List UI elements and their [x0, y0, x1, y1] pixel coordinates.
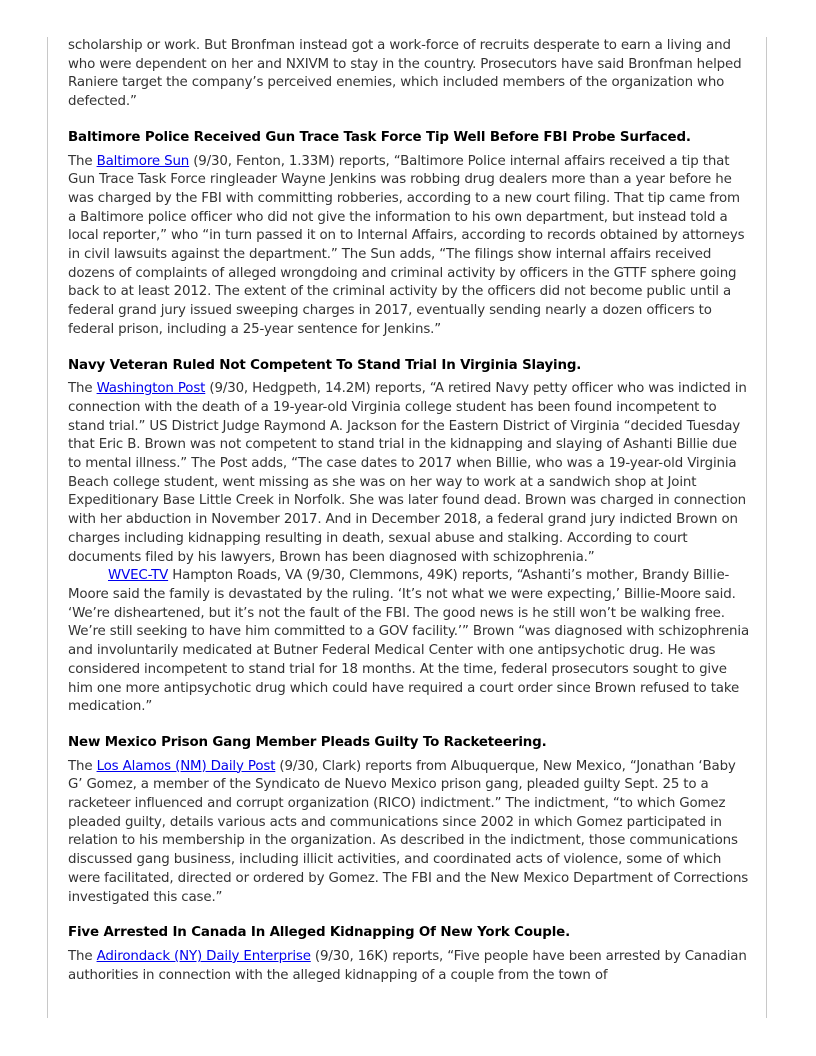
- source-link-adirondack-daily-enterprise[interactable]: Adirondack (NY) Daily Enterprise: [96, 948, 311, 964]
- source-link-los-alamos-daily-post[interactable]: Los Alamos (NM) Daily Post: [96, 758, 276, 774]
- story-paragraph: [68, 567, 750, 717]
- source-link-washington-post[interactable]: Washington Post: [96, 381, 206, 397]
- paragraph-prefix: The: [68, 381, 97, 397]
- story-headline: Baltimore Police Received Gun Trace Task Force Tip Well Before FBI Probe Surfaced.: [68, 129, 691, 145]
- paragraph-body: (9/30, Fenton, 1.33M) reports, “Baltimore Police internal affairs received a tip that Gun Trace Task Force ringleader Wayne Jenkins was robbing drug dealers more than a year before he was charged by the FBI with committing robberies, according to a new court filing. That tip came from a Baltimore police officer who did not give the information to his own department, but instead told a local reporter,” who “in turn passed it on to Internal Affairs, according to records obtained by attorneys in civil lawsuits against the department.” The Sun adds, “The filings show internal affairs received dozens of complaints of alleged wrongdoing and criminal activity by officers in the GTTF sphere going back to at least 2012. The extent of the criminal activity by the officers did not become public until a federal grand jury issued sweeping charges in 2017, eventually sending nearly a dozen officers to federal prison, including a 25-year sentence for Jenkins.”: [68, 153, 745, 337]
- paragraph-prefix: The: [68, 948, 97, 964]
- story-navy-veteran: [68, 357, 750, 717]
- story-paragraph: [68, 153, 750, 340]
- paragraph-prefix: The: [68, 153, 97, 169]
- story-baltimore-police: [68, 129, 750, 340]
- story-paragraph: [68, 380, 750, 567]
- paragraph-body: (9/30, Hedgpeth, 14.2M) reports, “A retired Navy petty officer who was indicted in connection with the death of a 19-year-old Virginia college student has been found incompetent to stand trial.” US District Judge Raymond A. Jackson for the Eastern District of Virginia “decided Tuesday that Eric B. Brown was not competent to stand trial in the kidnapping and slaying of Ashanti Billie due to mental illness.” The Post adds, “The case dates to 2017 when Billie, who was a 19-year-old Virginia Beach college student, went missing as she was on her way to work at a sandwich shop at Joint Expeditionary Base Little Creek in Norfolk. She was later found dead. Brown was charged in connection with her abduction in November 2017. And in December 2018, a federal grand jury indicted Brown on charges including kidnapping resulting in death, sexual abuse and stalking. According to court documents filed by his lawyers, Brown has been diagnosed with schizophrenia.”: [68, 381, 747, 565]
- paragraph-body: (9/30, Clark) reports from Albuquerque, New Mexico, “Jonathan ‘Baby G’ Gomez, a member of the Syndicato de Nuevo Mexico prison gang, pleaded guilty Sept. 25 to a racketeer influenced and corrupt organization (RICO) indictment.” The indictment, “to which Gomez pleaded guilty, details various acts and communications since 2002 in which Gomez participated in relation to his membership in the organization. As described in the indictment, those communications discussed gang business, including illicit activities, and coordinated acts of violence, some of which were facilitated, directed or ordered by Gomez. The FBI and the New Mexico Department of Corrections investigated this case.”: [68, 758, 749, 905]
- source-link-baltimore-sun[interactable]: Baltimore Sun: [96, 153, 190, 169]
- story-headline: Navy Veteran Ruled Not Competent To Stand Trial In Virginia Slaying.: [68, 357, 582, 373]
- story-headline: Five Arrested In Canada In Alleged Kidnapping Of New York Couple.: [68, 925, 571, 941]
- paragraph-prefix: The: [68, 758, 97, 774]
- paragraph-body: (9/30, 16K) reports, “Five people have been arrested by Canadian authorities in connection with the alleged kidnapping of a couple from the town of: [68, 948, 747, 983]
- story-new-mexico-gang: [68, 734, 750, 907]
- paragraph-body: Hampton Roads, VA (9/30, Clemmons, 49K) reports, “Ashanti’s mother, Brandy Billie-Moore said the family is devastated by the ruling. ‘It’s not what we were expecting,’ Billie-Moore said. ‘We’re disheartened, but it’s not the fault of the FBI. The good news is he still won’t be walking free. We’re still seeking to have him committed to a GOV facility.’” Brown “was diagnosed with schizophrenia and involuntarily medicated at Butner Federal Medical Center with one antipsychotic drug. He was considered incompetent to stand trial for 18 months. At the time, federal prosecutors sought to give him one more antipsychotic drug which could have required a court order since Brown refused to take medication.”: [68, 568, 750, 715]
- story-paragraph: [68, 948, 750, 985]
- story-paragraph: [68, 758, 750, 908]
- source-link-wvec-tv[interactable]: WVEC-TV: [108, 568, 169, 584]
- story-canada-kidnapping: [68, 924, 750, 985]
- story-headline: New Mexico Prison Gang Member Pleads Guilty To Racketeering.: [68, 734, 547, 750]
- continuation-paragraph: scholarship or work. But Bronfman instead got a work-force of recruits desperate to earn a living and who were dependent on her and NXIVM to stay in the country. Prosecutors have said Bronfman helped Raniere target the company’s perceived enemies, which included members of the organization who defected.”: [68, 38, 742, 110]
- document-content: [68, 37, 750, 985]
